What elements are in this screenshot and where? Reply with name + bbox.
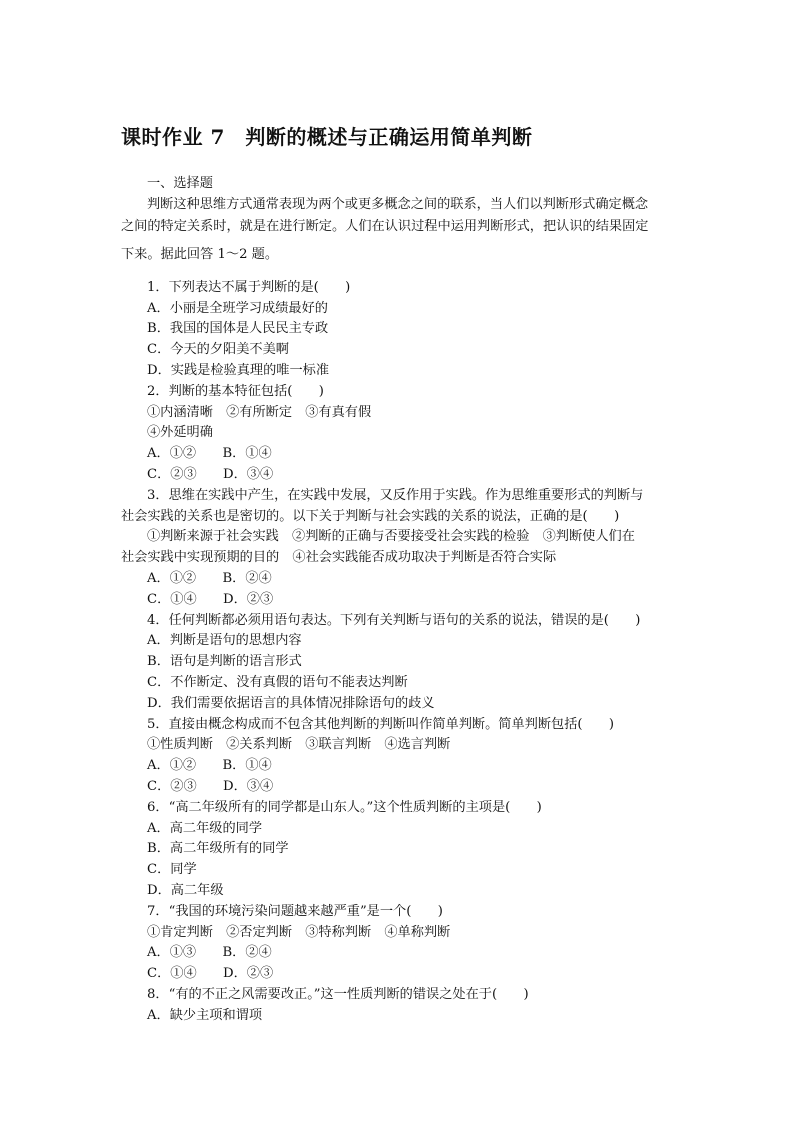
option-line: A．①② B．②④ [147,571,272,586]
intro-paragraph-line: 之间的特定关系时，就是在进行断定。人们在认识过程中运用判断形式，把认识的结果固定 [121,219,649,234]
question-3: 3．思维在实践中产生，在实践中发展，又反作用于实践。作为思维重要形式的判断与 [147,488,644,503]
option-line: C．②③ D．③④ [147,779,274,794]
option-line: C．不作断定、没有真假的语句不能表达判断 [147,675,408,690]
statement-line: ①判断来源于社会实践 ②判断的正确与否要接受社会实践的检验 ③判断使人们在 [147,529,635,544]
intro-paragraph-line: 判断这种思维方式通常表现为两个或更多概念之间的联系，当人们以判断形式确定概念 [147,197,649,212]
option-line: A．小丽是全班学习成绩最好的 [147,301,328,316]
statement-line: 社会实践中实现预期的目的 ④社会实践能否成功取决于判断是否符合实际 [121,550,557,565]
option-line: A．缺少主项和谓项 [147,1008,263,1023]
statement-line: ①肯定判断 ②否定判断 ③特称判断 ④单称判断 [147,925,451,940]
option-line: A．①③ B．②④ [147,945,272,960]
section-heading: 一、选择题 [147,176,213,191]
question-1: 1．下列表达不属于判断的是( ) [147,280,351,295]
option-line: B．语句是判断的语言形式 [147,654,302,669]
question-2: 2．判断的基本特征包括( ) [147,384,324,399]
option-line: C．①④ D．②③ [147,966,274,981]
question-6: 6．“高二年级所有的同学都是山东人。”这个性质判断的主项是( ) [147,800,542,815]
option-line: B．我国的国体是人民民主专政 [147,321,329,336]
question-4: 4．任何判断都必须用语句表达。下列有关判断与语句的关系的说法，错误的是( ) [147,613,641,628]
option-line: A．①② B．①④ [147,758,272,773]
option-line: C．②③ D．③④ [147,467,274,482]
option-line: D．实践是检验真理的唯一标准 [147,363,330,378]
question-8: 8．“有的不正之风需要改正。”这一性质判断的错误之处在于( ) [147,987,529,1002]
statement-line: ④外延明确 [147,425,213,440]
question-3-cont: 社会实践的关系也是密切的。以下关于判断与社会实践的关系的说法，正确的是( ) [121,509,620,524]
intro-paragraph-line: 下来。据此回答 1～2 题。 [121,247,279,262]
question-5: 5．直接由概念构成而不包含其他判断的判断叫作简单判断。简单判断包括( ) [147,717,615,732]
option-line: D．我们需要依据语言的具体情况排除语句的歧义 [147,696,435,711]
option-line: C．①④ D．②③ [147,592,274,607]
page-title: 课时作业 7 判断的概述与正确运用简单判断 [121,125,533,149]
option-line: C．今天的夕阳美不美啊 [147,342,289,357]
question-7: 7．“我国的环境污染问题越来越严重”是一个( ) [147,904,443,919]
option-line: D．高二年级 [147,883,224,898]
option-line: B．高二年级所有的同学 [147,841,289,856]
option-line: A．判断是语句的思想内容 [147,633,302,648]
statement-line: ①性质判断 ②关系判断 ③联言判断 ④选言判断 [147,737,451,752]
option-line: A．①② B．①④ [147,446,272,461]
option-line: C．同学 [147,862,197,877]
option-line: A．高二年级的同学 [147,821,263,836]
statement-line: ①内涵清晰 ②有所断定 ③有真有假 [147,405,372,420]
